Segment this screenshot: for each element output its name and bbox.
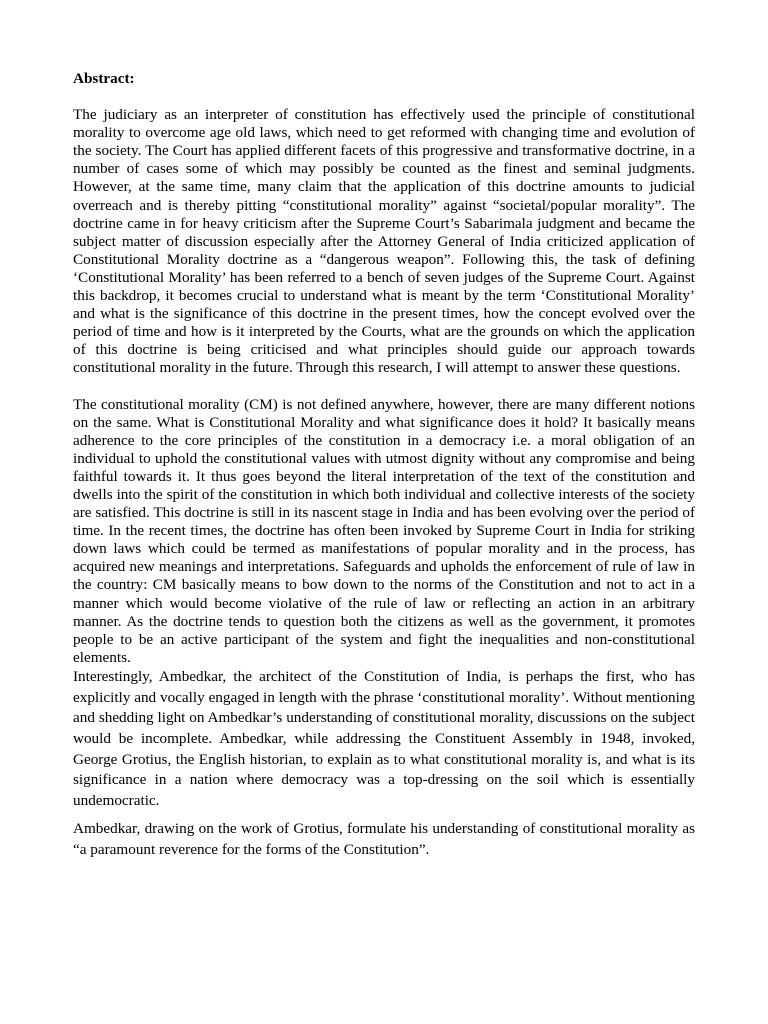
document-page <box>73 70 695 860</box>
abstract-heading: Abstract: <box>73 70 135 87</box>
grotius-paragraph: Ambedkar, drawing on the work of Grotius, formulate his understanding of constitutional morality as “a paramount reverence for the forms of the Constitution”. <box>73 819 695 858</box>
ambedkar-paragraph: Interestingly, Ambedkar, the architect of the Constitution of India, is perhaps the first, who has explicitly and vocally engaged in length with the phrase ‘constitutional morality’. Without mentioning and shedding light on Ambedkar’s understanding of constitutional morality, discussions on the subject would be incomplete. Ambedkar, while addressing the Constituent Assembly in 1948, invoked, George Grotius, the English historian, to explain as to what constitutional morality is, and what is its significance in a nation where democracy was a top-dressing on the soil which is essentially undemocratic. <box>73 667 695 810</box>
abstract-paragraph: The judiciary as an interpreter of constitution has effectively used the principle of constitutional morality to overcome age old laws, which need to get reformed with changing time and evolution of the society. The Court has applied different facets of this progressive and transformative doctrine, in a number of cases some of which may possibly be counted as the finest and seminal judgments. However, at the same time, many claim that the application of this doctrine amounts to judicial overreach and is thereby pitting “constitutional morality” against “societal/popular morality”. The doctrine came in for heavy criticism after the Supreme Court’s Sabarimala judgment and became the subject matter of discussion especially after the Attorney General of India criticized application of Constitutional Morality doctrine as a “dangerous weapon”. Following this, the task of defining ‘Constitutional Morality’ has been referred to a bench of seven judges of the Supreme Court. Against this backdrop, it becomes crucial to understand what is meant by the term ‘Constitutional Morality’ and what is the significance of this doctrine in the present times, how the concept evolved over the period of time and how is it interpreted by the Courts, what are the grounds on which the application of this doctrine is being criticised and what principles should guide our approach towards constitutional morality in the future. Through this research, I will attempt to answer these questions. <box>73 106 695 377</box>
constitutional-morality-paragraph: The constitutional morality (CM) is not defined anywhere, however, there are many different notions on the same. What is Constitutional Morality and what significance does it hold? It basically means adherence to the core principles of the constitution in a democracy i.e. a moral obligation of an individual to uphold the constitutional values with utmost dignity without any compromise and being faithful towards it. It thus goes beyond the literal interpretation of the text of the constitution and dwells into the spirit of the constitution in which both individual and collective interests of the society are satisfied. This doctrine is still in its nascent stage in India and has been evolving over the period of time. In the recent times, the doctrine has often been invoked by Supreme Court in India for striking down laws which could be termed as manifestations of popular morality and in the process, has acquired new meanings and interpretations. Safeguards and upholds the enforcement of rule of law in the country: CM basically means to bow down to the norms of the Constitution and not to act in a manner which would become violative of the rule of law or reflecting an action in an arbitrary manner. As the doctrine tends to question both the citizens as well as the government, it promotes people to be an active participant of the system and fight the inequalities and non-constitutional elements. <box>73 395 695 666</box>
